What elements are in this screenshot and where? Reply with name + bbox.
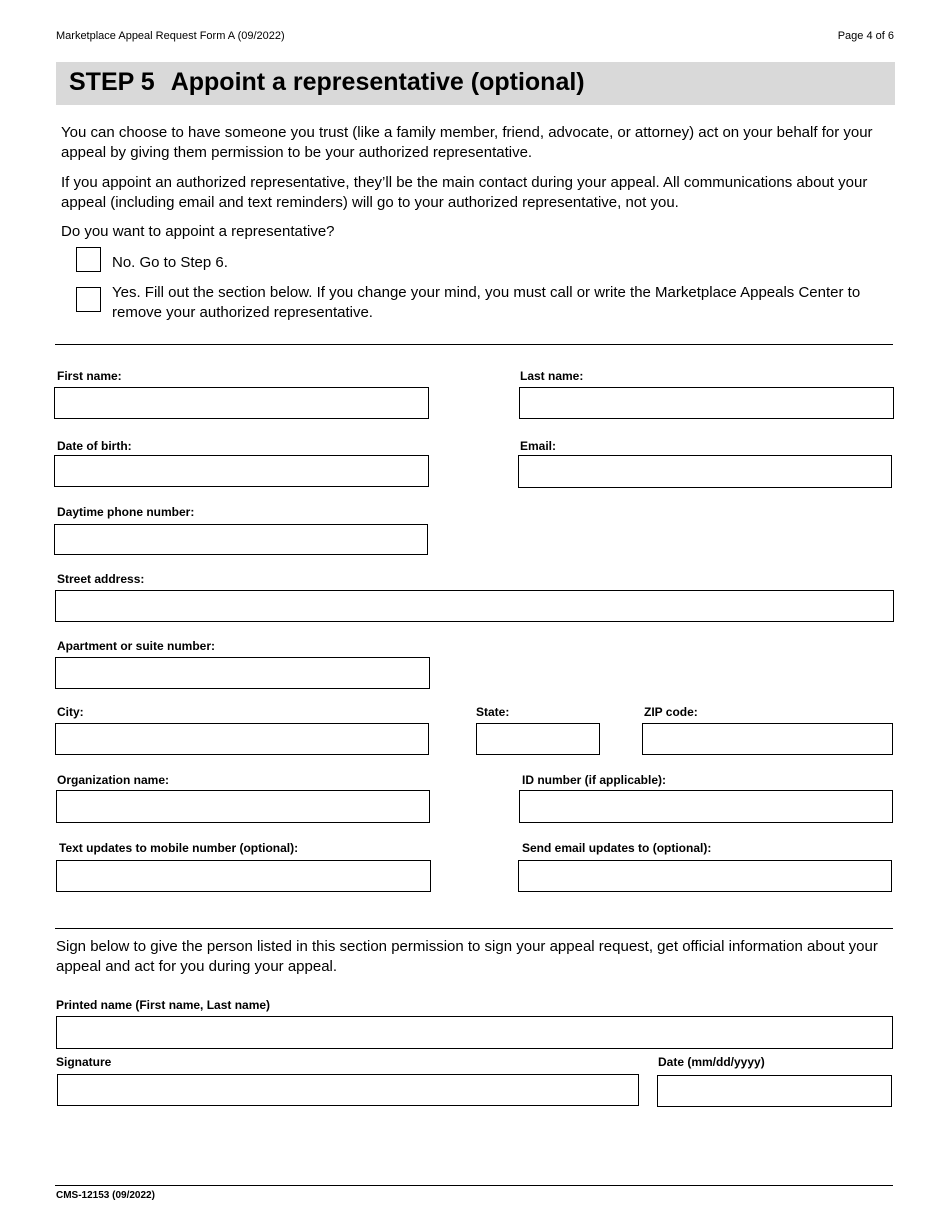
- appoint-question: Do you want to appoint a representative?: [61, 223, 335, 240]
- apt-field[interactable]: [55, 657, 430, 689]
- intro-paragraph-2: If you appoint an authorized representative, they’ll be the main contact during your appeal. All communications about your appeal (including email and text reminders) will go to your authorized representative, not you.: [61, 174, 868, 211]
- street-label: Street address:: [57, 572, 145, 586]
- step-number: STEP 5: [69, 68, 155, 96]
- phone-field[interactable]: [54, 524, 428, 555]
- footer-divider: [55, 1185, 893, 1186]
- id-number-field[interactable]: [519, 790, 893, 823]
- date-field[interactable]: [657, 1075, 892, 1107]
- form-title: Marketplace Appeal Request Form A (09/2022): [56, 30, 285, 42]
- no-checkbox[interactable]: [76, 247, 101, 272]
- street-field[interactable]: [55, 590, 894, 622]
- last-name-field[interactable]: [519, 387, 894, 419]
- date-label: Date (mm/dd/yyyy): [658, 1055, 765, 1069]
- id-number-label: ID number (if applicable):: [522, 773, 667, 787]
- intro-paragraph-1: You can choose to have someone you trust (like a family member, friend, advocate, or attorney) act on your behalf for your appeal by giving them permission to be your authorized representative.: [61, 124, 873, 161]
- page-number: Page 4 of 6: [837, 30, 894, 42]
- email-field[interactable]: [518, 455, 892, 488]
- printed-name-label: Printed name (First name, Last name): [56, 998, 271, 1012]
- org-label: Organization name:: [57, 773, 170, 787]
- first-name-label: First name:: [57, 369, 122, 383]
- step-title: [69, 68, 585, 97]
- last-name-label: Last name:: [520, 369, 584, 383]
- dob-label: Date of birth:: [57, 439, 132, 453]
- yes-option-label: Yes. Fill out the section below. If you change your mind, you must call or write the Marketplace Appeals Center to remove your authorized representative.: [112, 284, 861, 321]
- signature-label: Signature: [56, 1055, 112, 1069]
- org-field[interactable]: [56, 790, 430, 823]
- signature-divider: [55, 928, 893, 929]
- city-label: City:: [57, 705, 84, 719]
- form-code: CMS-12153 (09/2022): [56, 1190, 155, 1201]
- apt-label: Apartment or suite number:: [57, 639, 216, 653]
- state-field[interactable]: [476, 723, 600, 755]
- printed-name-field[interactable]: [56, 1016, 893, 1049]
- first-name-field[interactable]: [54, 387, 429, 419]
- dob-field[interactable]: [54, 455, 429, 487]
- step-heading: Appoint a representative (optional): [170, 68, 585, 96]
- city-field[interactable]: [55, 723, 429, 755]
- signature-instructions: Sign below to give the person listed in this section permission to sign your appeal request, get official information about your appeal and act for you during your appeal.: [56, 938, 878, 975]
- state-label: State:: [476, 705, 510, 719]
- no-option-label: No. Go to Step 6.: [112, 254, 228, 271]
- yes-checkbox[interactable]: [76, 287, 101, 312]
- text-updates-label: Text updates to mobile number (optional):: [59, 841, 299, 855]
- email-label: Email:: [520, 439, 557, 453]
- section-divider: [55, 344, 893, 345]
- email-updates-label: Send email updates to (optional):: [522, 841, 712, 855]
- signature-field[interactable]: [57, 1074, 639, 1106]
- text-updates-field[interactable]: [56, 860, 431, 892]
- email-updates-field[interactable]: [518, 860, 892, 892]
- phone-label: Daytime phone number:: [57, 505, 195, 519]
- zip-field[interactable]: [642, 723, 893, 755]
- zip-label: ZIP code:: [644, 705, 698, 719]
